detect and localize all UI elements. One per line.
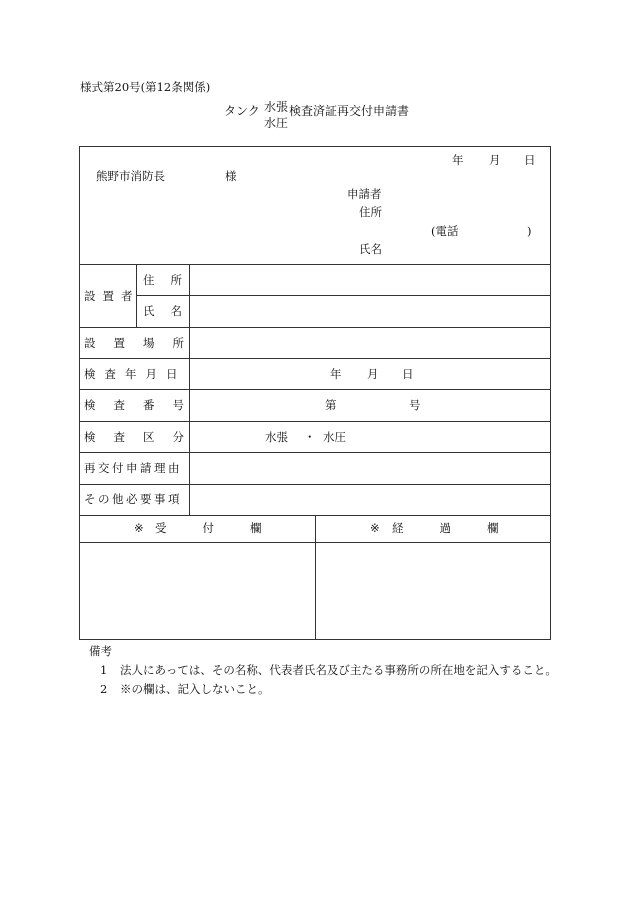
title-stack-top: 水張: [264, 100, 289, 114]
rule-reason-bottom: [79, 484, 551, 485]
inspection-number-prefix: 第: [325, 398, 337, 412]
title-prefix: タンク: [224, 104, 260, 118]
inspection-date-label: 検査年月日: [84, 367, 187, 381]
applicant-address-label: 住所: [359, 205, 382, 219]
inspection-date-month: 月: [367, 367, 379, 381]
phone-open: (電話: [431, 224, 459, 238]
header-date-year: 年: [452, 153, 464, 167]
reissue-reason-label: 再交付申請理由: [84, 461, 182, 475]
installer-address-label: 住所: [143, 273, 198, 287]
addressee: 熊野市消防長: [96, 169, 165, 183]
installer-label: [84, 289, 140, 303]
reception-mark: ※: [134, 521, 144, 535]
form-number: 様式第20号(第12条関係): [80, 80, 211, 94]
title-stack-bottom: 水圧: [264, 116, 289, 130]
notes-heading: 備考: [89, 644, 112, 658]
note-1-text: 法人にあっては、その名称、代表者氏名及び主たる事務所の所在地を記入すること。: [120, 663, 557, 677]
header-date-day: 日: [524, 153, 536, 167]
rule-installer-mid: [136, 295, 551, 296]
inspection-category-label: 検査区分: [84, 430, 202, 444]
phone-close: ): [527, 224, 532, 238]
location-label: 設置場所: [84, 336, 202, 350]
note-2-text: ※の欄は、記入しないこと。: [120, 682, 270, 696]
other-matters-label: その他必要事項: [84, 492, 182, 506]
honorific: 様: [225, 169, 237, 183]
reception-box-label: 受付欄: [155, 521, 298, 535]
rule-number-bottom: [79, 421, 551, 422]
category-separator: ・: [304, 430, 316, 444]
inspection-date-year: 年: [330, 367, 342, 381]
rule-installer-bottom: [79, 327, 551, 328]
installer-label-text: 設置者: [84, 289, 140, 303]
form-title: 検査済証再交付申請書: [289, 104, 410, 118]
rule-date-bottom: [79, 389, 551, 390]
note-2-number: 2: [100, 682, 108, 696]
category-option-water-pressure: 水圧: [323, 430, 346, 444]
note-1-number: 1: [100, 663, 108, 677]
rule-category-bottom: [79, 452, 551, 453]
progress-mark: ※: [370, 521, 380, 535]
category-option-water-fill: 水張: [265, 430, 288, 444]
reception-box: [80, 543, 314, 639]
inspection-number-label: 検査番号: [84, 398, 202, 412]
inspection-date-day: 日: [402, 367, 414, 381]
applicant-label: 申請者: [347, 187, 382, 201]
title-stack: [264, 99, 288, 131]
rule-label-column: [189, 264, 190, 515]
installer-name-label: 氏名: [143, 304, 198, 318]
header-date-month: 月: [489, 153, 501, 167]
progress-box: [316, 543, 550, 639]
rule-header-bottom: [79, 264, 551, 265]
rule-location-bottom: [79, 358, 551, 359]
progress-box-label: 経過欄: [392, 521, 535, 535]
applicant-name-label: 氏名: [359, 242, 382, 256]
inspection-number-suffix: 号: [409, 398, 421, 412]
